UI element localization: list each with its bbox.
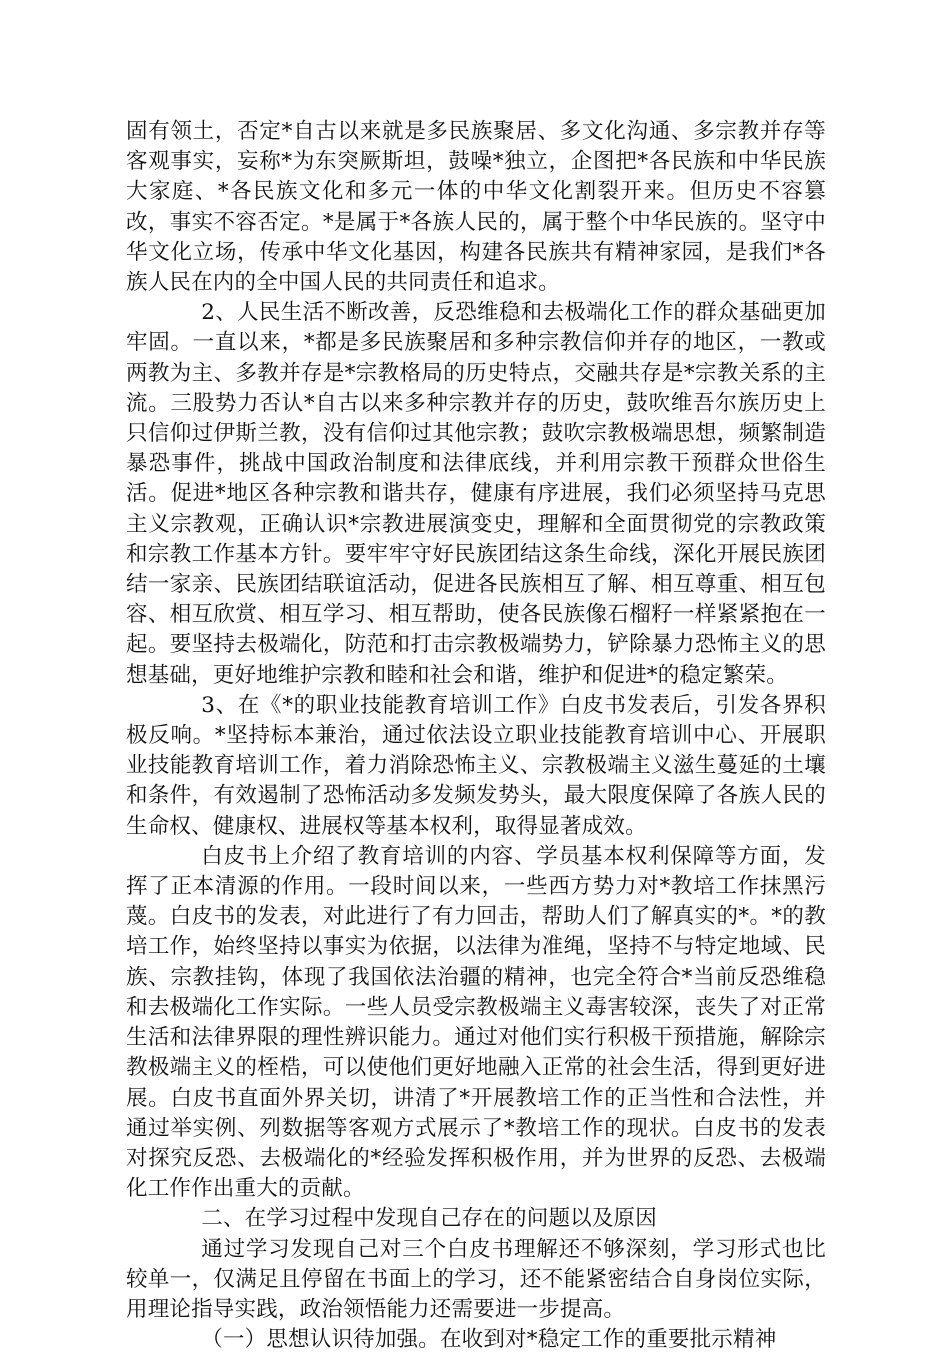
paragraph-3: 3、在《*的职业技能教育培训工作》白皮书发表后，引发各界积极反响。*坚持标本兼治，通过依法设立职业技能教育培训中心、开展职业技能教育培训工作，着力消除恐怖主义、宗教极端主义滋生蔓延的土壤和条件，有效遏制了恐怖活动多发频发势头，最大限度保障了各族人民的生命权、健康权、进展权等基本权利，取得显著成效。 (126, 692, 826, 839)
paragraph-5: 通过学习发现自己对三个白皮书理解还不够深刻，学习形式也比较单一，仅满足且停留在书面上的学习，还不能紧密结合自身岗位实际，用理论指导实践，政治领悟能力还需要进一步提高。 (126, 1236, 826, 1322)
paragraph-6: （一）思想认识待加强。在收到对*稳定工作的重要批示精神 (201, 1327, 777, 1353)
document-body (126, 117, 826, 1355)
paragraph-2: 2、人民生活不断改善，反恐维稳和去极端化工作的群众基础更加牢固。一直以来，*都是多民族聚居和多种宗教信仰并存的地区，一教或两教为主、多教并存是*宗教格局的历史特点，交融共存是*宗教关系的主流。三股势力否认*自古以来多种宗教并存的历史，鼓吹维吾尔族历史上只信仰过伊斯兰教，没有信仰过其他宗教；鼓吹宗教极端思想，频繁制造暴恐事件，挑战中国政治制度和法律底线，并利用宗教干预群众世俗生活。促进*地区各种宗教和谐共存，健康有序进展，我们必须坚持马克思主义宗教观，正确认识*宗教进展演变史，理解和全面贯彻党的宗教政策和宗教工作基本方针。要牢牢守好民族团结这条生命线，深化开展民族团结一家亲、民族团结联谊活动，促进各民族相互了解、相互尊重、相互包容、相互欣赏、相互学习、相互帮助，使各民族像石榴籽一样紧紧抱在一起。要坚持去极端化，防范和打击宗教极端势力，铲除暴力恐怖主义的思想基础，更好地维护宗教和睦和社会和谐，维护和促进*的稳定繁荣。 (126, 300, 826, 688)
paragraph-4: 白皮书上介绍了教育培训的内容、学员基本权利保障等方面，发挥了正本清源的作用。一段时间以来，一些西方势力对*教培工作抹黑污蔑。白皮书的发表，对此进行了有力回击，帮助人们了解真实的*。*的教培工作，始终坚持以事实为依据，以法律为准绳，坚持不与特定地域、民族、宗教挂钩，体现了我国依法治疆的精神，也完全符合*当前反恐维稳和去极端化工作实际。一些人员受宗教极端主义毒害较深，丧失了对正常生活和法律界限的理性辨识能力。通过对他们实行积极干预措施，解除宗教极端主义的桎梏，可以使他们更好地融入正常的社会生活，得到更好进展。白皮书直面外界关切，讲清了*开展教培工作的正当性和合法性，并通过举实例、列数据等客观方式展示了*教培工作的现状。白皮书的发表对探究反恐、去极端化的*经验发挥积极作用，并为世界的反恐、去极端化工作作出重大的贡献。 (126, 843, 826, 1202)
paragraph-1: 固有领土，否定*自古以来就是多民族聚居、多文化沟通、多宗教并存等客观事实，妄称*为东突厥斯坦，鼓噪*独立，企图把*各民族和中华民族大家庭、*各民族文化和多元一体的中华文化割裂开来。但历史不容篡改，事实不容否定。*是属于*各族人民的，属于整个中华民族的。坚守中华文化立场，传承中华文化基因，构建各民族共有精神家园，是我们*各族人民在内的全中国人民的共同责任和追求。 (126, 119, 826, 296)
section-heading-2: 二、在学习过程中发现自己存在的问题以及原因 (201, 1206, 657, 1232)
